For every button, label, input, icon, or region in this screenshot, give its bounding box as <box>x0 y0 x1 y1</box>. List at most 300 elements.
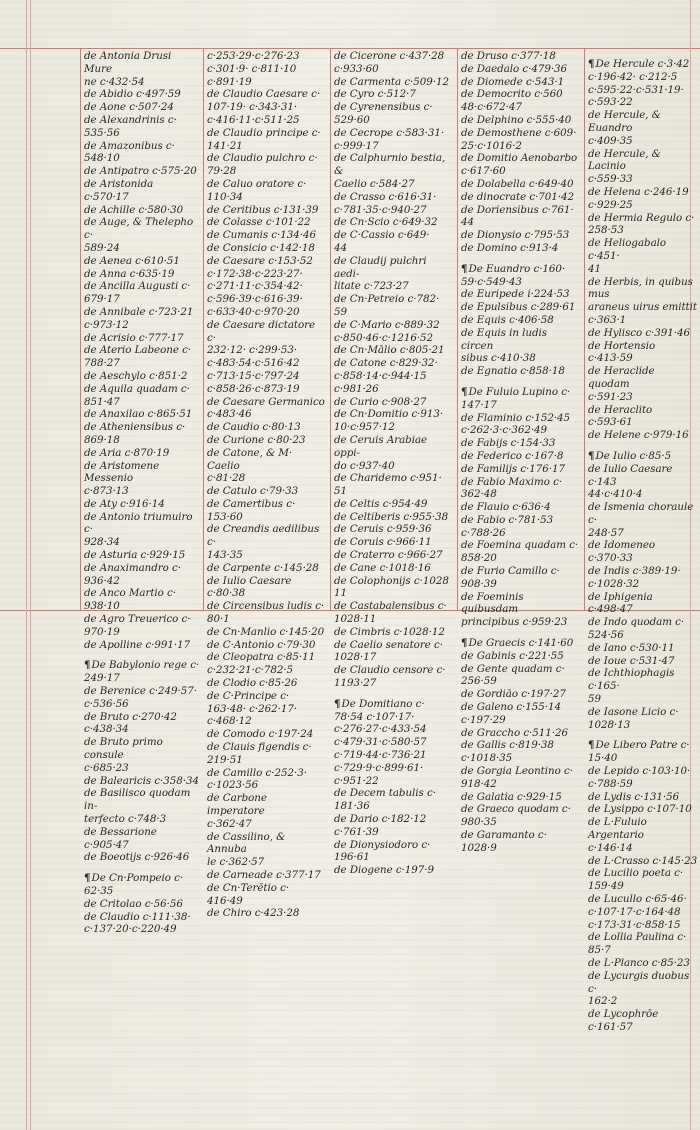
index-entry <box>84 851 200 864</box>
index-entry <box>461 152 581 178</box>
index-entry <box>588 539 698 565</box>
index-entry-text: de Castabalensibus c· 1028·11 <box>334 600 447 626</box>
index-entry-text: de Ceritibus c·131·39 <box>207 203 319 216</box>
index-entry-text: de L·Crasso c·145·23 <box>588 854 698 867</box>
index-entry <box>461 791 581 804</box>
index-entry <box>461 229 581 242</box>
index-entry <box>334 839 454 865</box>
index-entry-text: de Hercule, & Lacinio c·559·33 <box>588 147 661 186</box>
pilcrow-icon: ¶ <box>588 739 595 752</box>
index-entry <box>334 626 454 639</box>
index-entry-text: de Berenice c·249·57· c·536·56 <box>84 685 197 710</box>
index-entry-text: de Indo quodam c· 524·56 <box>588 616 685 642</box>
index-entry <box>588 893 698 931</box>
index-entry-text: de Euripede i·224·53 <box>461 288 570 301</box>
index-entry <box>207 741 327 767</box>
index-entry-text: de Acrisio c·777·17 <box>84 331 184 344</box>
index-entry <box>588 931 698 957</box>
index-entry-text: de Charidemo c·951· 51 <box>334 472 442 498</box>
index-entry <box>84 204 200 217</box>
index-entry <box>207 178 327 204</box>
index-entry-text: de Heraclide quodam c·591·23 <box>588 365 655 403</box>
index-entry-text: de Lycophrōe c·161·57 <box>588 1008 659 1033</box>
index-entry-text: de Lysippo c·107·10 <box>588 803 692 816</box>
index-entry-text: de Epulsibus c·289·61 <box>461 301 576 314</box>
index-entry <box>207 216 327 229</box>
index-entry-text: de Agro Treuerico c· 970·19 <box>84 613 191 638</box>
index-entry <box>588 957 698 970</box>
index-entry-text: de Anco Martio c· 938·10 <box>84 587 176 613</box>
index-entry-text: de Catone c·829·32· c·858·14·c·944·15 c·981·26 <box>334 357 438 395</box>
index-entry <box>207 447 327 485</box>
index-entry <box>334 357 454 395</box>
index-entry-text: de Diogene c·197·9 <box>334 864 435 877</box>
index-entry-text: de Decem tabulis c· 181·36 <box>334 787 436 813</box>
index-entry-text: De Euandro c·160· 59·c·549·43 <box>461 262 566 288</box>
index-entry-text: de Curione c·80·23 <box>207 433 306 446</box>
index-entry-text: de Idomeneo c·370·33 <box>588 539 656 565</box>
index-entry-text: de Aterio Labeone c· 788·27 <box>84 344 192 370</box>
index-entry-text: c·973·12 <box>84 318 129 331</box>
index-entry-text: de Iano c·530·11 <box>588 641 675 654</box>
index-heading-entry <box>461 637 581 650</box>
index-entry <box>84 101 200 114</box>
index-entry <box>334 255 454 293</box>
index-entry-text: de Consicio c·142·18 <box>207 241 315 254</box>
index-entry-text: de Familijs c·176·17 <box>461 462 566 475</box>
index-entry <box>588 970 698 1008</box>
index-entry-text: de Celtis c·954·49 <box>334 497 428 510</box>
index-entry <box>84 178 200 204</box>
index-entry <box>207 575 327 601</box>
index-entry-text: de Coruis c·966·11 <box>334 536 432 549</box>
index-entry-text: de Doriensibus c·761· 44 <box>461 203 574 229</box>
index-entry-text: de Cyrenensibus c· 529·60 <box>334 101 433 126</box>
index-entry <box>207 50 327 88</box>
index-entry-text: de Democrito c·560 48·c·672·47 <box>461 88 563 114</box>
index-entry-text: de Diomede c·543·1 <box>461 75 565 88</box>
index-entry <box>588 765 698 791</box>
index-entry-text: de Caesare dictatore c· 232·12· c·299·53· c·483·54·c·516·42 c·713·15·c·797·24 c·858·26·c·873·19 <box>207 318 316 395</box>
index-entry-text: de Domino c·913·4 <box>461 241 559 254</box>
index-entry-text: de Claudio principe c· 141·21 <box>207 126 321 152</box>
index-entry-text: de Druso c·377·18 <box>461 50 556 62</box>
index-entry <box>84 421 200 447</box>
index-entry-text: de Lepido c·103·10· c·788·59 <box>588 765 691 790</box>
index-entry-text: de Carbone imperatore c·362·47 <box>207 792 267 830</box>
index-entry <box>207 626 327 639</box>
index-entry <box>84 562 200 588</box>
index-entry <box>461 765 581 791</box>
index-entry-text: de Circensibus ludis c· 80·1 <box>207 600 325 626</box>
index-entry-text: de Boeotijs c·926·46 <box>84 851 190 864</box>
index-entry-text: de Gente quadam c· 256·59 <box>461 662 565 688</box>
index-entry <box>588 706 698 732</box>
index-entry-text: de Iphigenia c·498·47 <box>588 590 653 616</box>
index-entry <box>334 562 454 575</box>
index-entry-text: de Aristonida c·570·17 <box>84 177 154 203</box>
index-entry <box>461 114 581 127</box>
index-entry <box>334 575 454 601</box>
index-entry-text: de Basilisco quodam in- terfecto c·748·3 <box>84 787 191 826</box>
index-entry-text: de Balearicis c·358·34 <box>84 774 199 787</box>
index-entry <box>588 642 698 655</box>
index-entry <box>207 485 327 498</box>
index-entry <box>588 365 698 403</box>
index-entry <box>461 327 581 365</box>
column-rule <box>457 48 458 610</box>
index-entry <box>461 565 581 591</box>
index-entry-text: De Fuluio Lupino c· 147·17 <box>461 385 571 411</box>
index-entry-text: de Anaxilao c·865·51 <box>84 408 193 421</box>
index-entry <box>207 421 327 434</box>
index-entry-text: c·253·29·c·276·23 c·301·9· c·811·10 c·891·19 <box>207 50 300 88</box>
top-rule <box>0 48 700 49</box>
index-entry <box>588 327 698 340</box>
index-entry-text: de Dionysiodoro c· 196·61 <box>334 838 431 864</box>
index-entry <box>207 677 327 690</box>
index-entry-text: de Clauis figendis c· 219·51 <box>207 741 312 766</box>
index-entry <box>84 50 200 88</box>
index-entry <box>334 523 454 536</box>
index-entry <box>334 293 454 319</box>
index-entry-text: de Dario c·182·12 c·761·39 <box>334 813 427 838</box>
index-entry <box>334 50 454 76</box>
index-entry <box>588 791 698 804</box>
index-entry-text: de Herbis, in quibus mus araneus uirus emittit c·363·1 <box>588 275 697 326</box>
index-entry-text: de Graeco quodam c· 980·35 <box>461 803 571 829</box>
index-entry <box>334 229 454 255</box>
index-entry-text: de Cane c·1018·16 <box>334 561 431 574</box>
index-heading-entry <box>588 739 698 765</box>
index-entry <box>84 280 200 306</box>
index-entry <box>207 152 327 178</box>
index-entry <box>588 616 698 642</box>
index-entry <box>334 600 454 626</box>
pilcrow-icon: ¶ <box>588 58 595 70</box>
index-entry-text: de Curio c·908·27 <box>334 395 427 408</box>
index-entry-text: de Crasso c·616·31· c·781·35·c·940·27 <box>334 190 437 216</box>
index-entry-text: de Indis c·389·19· c·1028·32 <box>588 565 681 590</box>
index-entry <box>334 813 454 839</box>
index-entry-text: de Asturia c·929·15 <box>84 549 186 562</box>
index-entry-text: de Federico c·167·8 <box>461 449 564 462</box>
index-entry-text: de L·Fuluio Argentario c·146·14 <box>588 816 647 854</box>
index-entry-text: de Heliogabalo c·451· 41 <box>588 237 667 275</box>
index-entry <box>207 690 327 728</box>
index-entry-text: de Caluo oratore c· 110·34 <box>207 177 307 203</box>
index-entry <box>334 396 454 409</box>
index-entry-text: de L·Planco c·85·23 <box>588 956 690 969</box>
index-entry-text: de Bruto primo consule c·685·23 <box>84 736 163 774</box>
column-rule <box>330 48 331 610</box>
index-entry <box>84 775 200 788</box>
index-entry <box>588 109 698 147</box>
index-entry-text: de Cn·Domitio c·913· 10·c·957·12 <box>334 408 444 434</box>
index-entry <box>588 855 698 868</box>
index-entry <box>207 792 327 830</box>
index-entry-text: de Fabio c·781·53 c·788·26 <box>461 513 554 539</box>
index-entry <box>207 600 327 626</box>
index-entry-text: de C·Principe c· 163·48· c·262·17· c·468·12 <box>207 689 298 728</box>
index-column-1 <box>84 50 200 936</box>
index-entry-text: de Lollia Paulina c· 85·7 <box>588 931 687 957</box>
index-entry-text: de dinocrate c·701·42 <box>461 190 575 203</box>
index-entry-text: de Equis in ludis circen sibus c·410·38 <box>461 326 547 365</box>
index-entry <box>461 701 581 727</box>
index-column-5 <box>588 50 698 1033</box>
index-entry <box>207 498 327 524</box>
index-entry <box>84 332 200 345</box>
index-entry <box>461 514 581 540</box>
index-entry <box>84 826 200 852</box>
index-entry-text: de Aty c·916·14 <box>84 497 165 510</box>
index-entry-text: de Craterro c·966·27 <box>334 549 443 562</box>
index-entry-text: de Anaximandro c· 936·42 <box>84 561 181 587</box>
index-entry-text: de Colasse c·101·22 <box>207 216 311 229</box>
index-entry <box>461 191 581 204</box>
index-entry-text: de Cn·Petreio c·782· 59 <box>334 293 440 318</box>
index-entry <box>461 242 581 255</box>
index-entry <box>461 476 581 502</box>
index-entry <box>461 829 581 855</box>
index-entry-text: de Equis c·406·58 <box>461 313 554 326</box>
index-entry-text: de Cn·Scio c·649·32 <box>334 216 438 229</box>
index-heading-entry <box>84 659 200 685</box>
index-entry-text: de C·Mario c·889·32 c·850·46·c·1216·52 <box>334 318 440 344</box>
index-heading-entry <box>588 450 698 463</box>
index-entry <box>588 816 698 854</box>
index-entry-text: de Lucullo c·65·46· c·107·17·c·164·48 c·173·31·c·858·15 <box>588 893 687 931</box>
index-entry-text: De Libero Patre c· 15·40 <box>588 739 690 765</box>
index-entry-text: de Caesare c·153·52 c·172·38·c·223·27· c·271·11·c·354·42· c·596·39·c·616·39· c·633·40·c·970·20 <box>207 254 313 318</box>
index-entry <box>207 639 327 652</box>
index-entry <box>461 76 581 89</box>
index-entry <box>84 140 200 166</box>
index-entry-text: de Helene c·979·16 <box>588 429 689 442</box>
index-entry-text: de Flauio c·636·4 <box>461 501 551 514</box>
index-entry <box>84 639 200 652</box>
index-entry-text: De Cn·Pompeio c· 62·35 <box>84 872 184 897</box>
index-entry-text: de Camertibus c· 153·60 <box>207 497 296 523</box>
index-entry-text: de Aeschylo c·851·2 <box>84 369 188 382</box>
pilcrow-icon: ¶ <box>84 872 91 885</box>
index-entry-text: de Abidio c·497·59 <box>84 88 181 101</box>
index-heading-entry <box>461 263 581 289</box>
index-column-3 <box>334 50 454 877</box>
index-entry <box>461 803 581 829</box>
index-entry-text: de Catulo c·79·33 <box>207 485 299 498</box>
index-entry <box>461 50 581 63</box>
index-entry-text: de Cyro c·512·7 <box>334 88 416 101</box>
index-entry <box>334 88 454 101</box>
index-entry-text: de Catone, & M· Caelio c·81·28 <box>207 446 293 485</box>
index-entry-text: de Ismenia choraule c· 248·57 <box>588 501 694 539</box>
index-entry-text: de Aenea c·610·51 <box>84 254 180 267</box>
index-entry-text: de Ioue c·531·47 <box>588 654 675 667</box>
index-entry <box>588 803 698 816</box>
index-entry-text: de Carpente c·145·28 <box>207 561 319 574</box>
index-entry-text: de Amazonibus c· 548·10 <box>84 139 175 165</box>
pilcrow-icon: ¶ <box>461 385 468 398</box>
index-entry-text: de Bessarione c·905·47 <box>84 825 157 851</box>
index-entry <box>334 787 454 813</box>
index-entry <box>588 237 698 275</box>
index-entry <box>334 536 454 549</box>
index-entry-text: de Colophonijs c·1028 11 <box>334 574 449 600</box>
index-entry <box>461 450 581 463</box>
index-entry-text: de Ceruis Arabiae oppi- do c·937·40 <box>334 433 428 472</box>
index-entry <box>461 437 581 450</box>
index-entry <box>461 88 581 114</box>
index-heading-entry <box>588 58 698 109</box>
index-entry <box>461 204 581 230</box>
index-entry <box>84 88 200 101</box>
index-entry-text: de Calphurnio bestia, & Caelio c·584·27 <box>334 152 446 190</box>
index-entry-text: de Graccho c·511·26 <box>461 726 569 739</box>
index-entry-text: de Caudio c·80·13 <box>207 421 301 434</box>
index-entry-text: de Ceruis c·959·36 <box>334 523 432 536</box>
index-entry <box>334 434 454 472</box>
index-column-4 <box>461 50 581 854</box>
index-entry <box>84 306 200 319</box>
index-entry-text: de Egnatio c·858·18 <box>461 365 565 378</box>
index-entry-text: de Comodo c·197·24 <box>207 728 314 741</box>
index-entry <box>207 562 327 575</box>
index-entry <box>334 127 454 153</box>
index-entry-text: de Anna c·635·19 <box>84 267 175 280</box>
index-entry <box>334 511 454 524</box>
index-entry <box>207 88 327 126</box>
index-entry <box>84 685 200 711</box>
index-entry <box>334 639 454 665</box>
index-entry-text: de Fabijs c·154·33 <box>461 437 556 450</box>
index-entry <box>207 242 327 255</box>
index-entry <box>84 165 200 178</box>
index-entry-text: de Claudio pulchro c· 79·28 <box>207 152 318 178</box>
index-entry <box>334 864 454 877</box>
index-entry-text: de Iulio Caesare c·80·38 <box>207 574 292 600</box>
index-entry <box>334 408 454 434</box>
index-entry-text: de Auge, & Thelepho c· 589·24 <box>84 216 194 254</box>
index-entry <box>207 255 327 319</box>
index-entry-text: de Hylisco c·391·46 <box>588 326 690 339</box>
index-entry <box>207 523 327 561</box>
index-entry-text: de Cassilino, & Annuba le c·362·57 <box>207 830 286 869</box>
index-entry-text: de Critolao c·56·56 <box>84 897 183 910</box>
index-entry <box>334 191 454 217</box>
index-entry-text: de Daedalo c·479·36 <box>461 62 568 75</box>
pilcrow-icon: ¶ <box>334 697 341 710</box>
index-entry-text: de Cn·Terētio c· 416·49 <box>207 881 290 907</box>
index-entry <box>84 344 200 370</box>
index-entry <box>84 613 200 639</box>
index-entry <box>84 511 200 549</box>
index-entry-text: de Cn·Mālio c·805·21 <box>334 344 445 357</box>
index-entry <box>334 216 454 229</box>
index-entry-text: de Claudio Caesare c· 107·19· c·343·31· c·416·11·c·511·25 <box>207 88 321 126</box>
index-entry-text: de Aristomene Messenio c·873·13 <box>84 459 160 498</box>
index-entry <box>588 463 698 501</box>
index-entry-text: de Helena c·246·19 c·929·25 <box>588 185 689 211</box>
index-entry <box>588 148 698 186</box>
index-entry <box>207 728 327 741</box>
index-entry <box>84 587 200 613</box>
index-entry <box>84 911 200 937</box>
index-entry-text: de Iulio Caesare c·143 44·c·410·4 <box>588 462 673 501</box>
index-entry <box>461 591 581 629</box>
index-entry-text: de Lucilio poeta c· 159·49 <box>588 867 684 893</box>
index-entry <box>588 1008 698 1034</box>
index-entry-text: de Caelio senatore c· 1028·17 <box>334 638 443 664</box>
index-entry-text: de Creandis aedilibus c· 143·35 <box>207 523 320 562</box>
index-entry <box>461 412 581 438</box>
pilcrow-icon: ¶ <box>461 262 468 275</box>
margin-rule <box>26 0 27 1130</box>
index-entry-text: de Hercule, & Euandro c·409·35 <box>588 109 661 147</box>
index-entry <box>207 127 327 153</box>
index-entry-text: de Cumanis c·134·46 <box>207 229 316 242</box>
index-entry <box>461 501 581 514</box>
index-entry <box>461 288 581 301</box>
index-entry <box>207 869 327 882</box>
index-entry <box>461 365 581 378</box>
index-heading-entry <box>461 386 581 412</box>
index-entry <box>84 447 200 460</box>
index-entry <box>207 396 327 422</box>
index-entry <box>334 472 454 498</box>
index-entry <box>207 651 327 677</box>
index-entry-text: de Gabinis c·221·55 <box>461 649 564 662</box>
index-entry-text: de Hermia Regulo c· 258·53 <box>588 211 695 237</box>
index-entry-text: de Annibale c·723·21 <box>84 305 194 318</box>
index-entry-text: de Antonia Drusi Mure ne c·432·54 <box>84 50 172 88</box>
pilcrow-icon: ¶ <box>461 637 468 650</box>
index-entry-text: de Atheniensibus c· 869·18 <box>84 421 186 446</box>
index-entry <box>84 216 200 254</box>
index-entry-text: de C·Cassio c·649· 44 <box>334 229 430 254</box>
index-entry-text: De Graecis c·141·60 <box>468 637 574 650</box>
index-entry <box>84 268 200 281</box>
index-entry-text: de Ancilla Augusti c· 679·17 <box>84 280 191 306</box>
index-entry <box>84 370 200 383</box>
index-entry <box>84 736 200 774</box>
index-entry-text: de Fabio Maximo c· 362·48 <box>461 475 563 501</box>
index-entry <box>334 664 454 690</box>
index-entry-text: de Cimbris c·1028·12 <box>334 625 445 638</box>
index-entry <box>588 212 698 238</box>
index-entry-text: de Lycurgis duobus c· 162·2 <box>588 969 690 1008</box>
index-entry <box>207 907 327 920</box>
margin-rule <box>30 0 31 1130</box>
index-entry <box>334 549 454 562</box>
index-entry <box>461 727 581 740</box>
index-entry <box>207 229 327 242</box>
index-entry <box>207 434 327 447</box>
index-entry <box>84 498 200 511</box>
index-entry <box>334 344 454 357</box>
index-entry <box>84 114 200 140</box>
index-entry <box>461 301 581 314</box>
index-entry-text: de Celtiberis c·955·38 <box>334 510 449 523</box>
index-column-2 <box>207 50 327 920</box>
index-entry-text: de Gordiāo c·197·27 <box>461 688 566 701</box>
index-entry <box>461 178 581 191</box>
index-entry-text: de Gallis c·819·38 c·1018·35 <box>461 739 554 765</box>
index-entry <box>461 127 581 153</box>
index-entry-text: de Apolline c·991·17 <box>84 638 191 651</box>
index-entry <box>588 867 698 893</box>
